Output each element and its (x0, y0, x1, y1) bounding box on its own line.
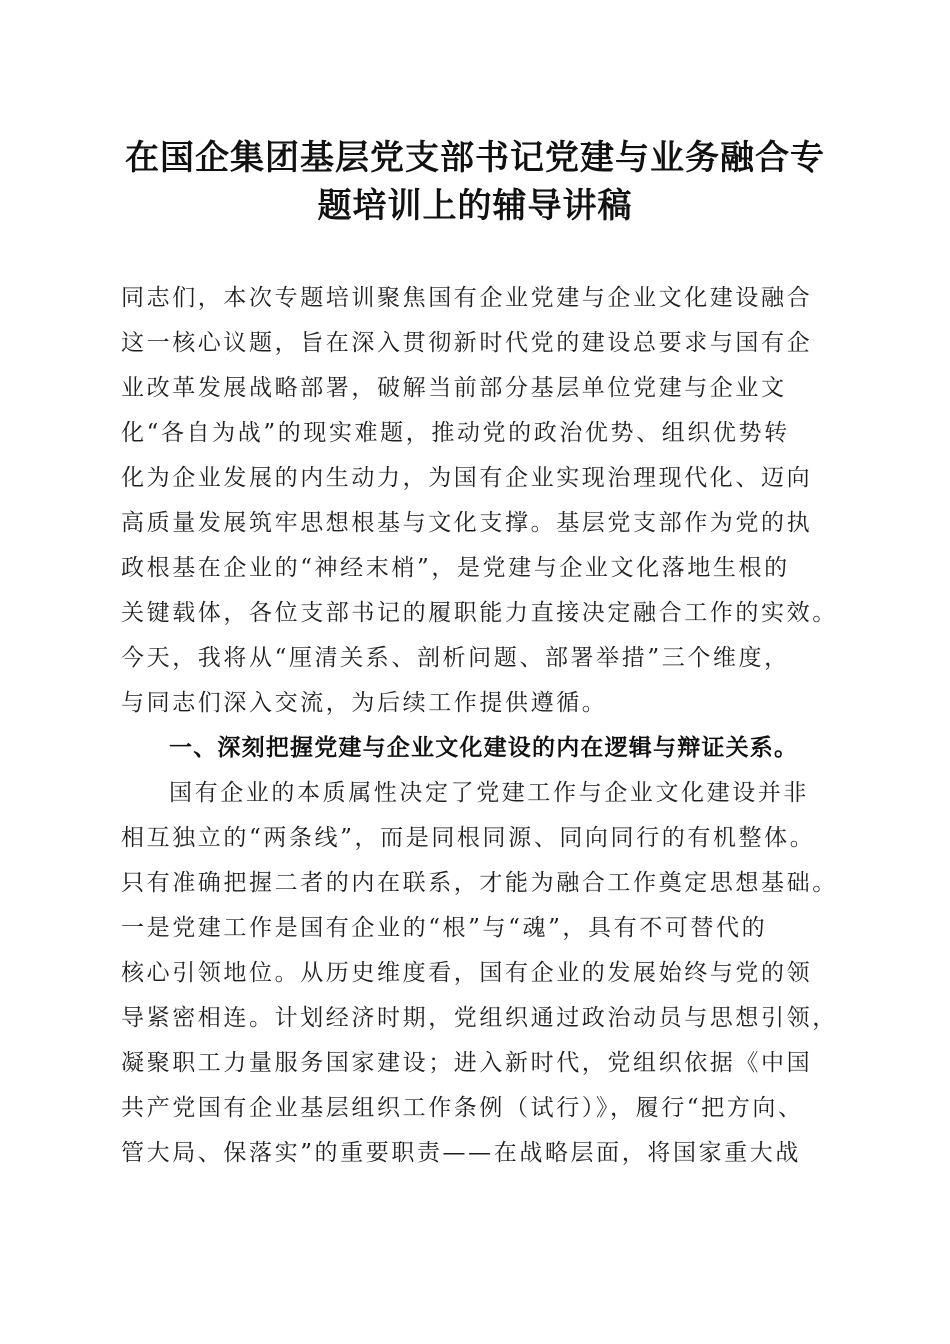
section-line: 导紧密相连。计划经济时期，党组织通过政治动员与思想引领， (121, 1005, 838, 1031)
document-body (121, 276, 838, 1176)
section-line: 核心引领地位。从历史维度看，国有企业的发展始终与党的领 (121, 960, 813, 986)
title-line-2: 题培训上的辅导讲稿 (317, 186, 633, 226)
section-line: 凝聚职工力量服务国家建设；进入新时代，党组织依据《中国 (121, 1050, 813, 1076)
intro-line: 业改革发展战略部署，破解当前部分基层单位党建与企业文 (121, 375, 787, 401)
intro-line: 今天，我将从“厘清关系、剖析问题、部署举措”三个维度， (121, 645, 790, 671)
intro-line: 关键载体，各位支部书记的履职能力直接决定融合工作的实效。 (121, 600, 838, 626)
intro-line: 政根基在企业的“神经末梢”，是党建与企业文化落地生根的 (121, 555, 790, 581)
section-heading: 一、深刻把握党建与企业文化建设的内在逻辑与辩证关系。 (169, 735, 799, 761)
intro-line: 同志们，本次专题培训聚焦国有企业党建与企业文化建设融合 (121, 285, 813, 311)
document-title (100, 134, 850, 230)
intro-line: 与同志们深入交流，为后续工作提供遵循。 (121, 690, 608, 716)
intro-line: 化为企业发展的内生动力，为国有企业实现治理现代化、迈向 (121, 465, 813, 491)
section-line: 共产党国有企业基层组织工作条例（试行）》，履行“把方向、 (121, 1095, 804, 1121)
section-line: 只有准确把握二者的内在联系，才能为融合工作奠定思想基础。 (121, 870, 838, 896)
intro-line: 高质量发展筑牢思想根基与文化支撑。基层党支部作为党的执 (121, 510, 813, 536)
section-line: 一是党建工作是国有企业的“根”与“魂”，具有不可替代的 (121, 915, 768, 941)
intro-line: 化“各自为战”的现实难题，推动党的政治优势、组织优势转 (121, 420, 790, 446)
intro-line: 这一核心议题，旨在深入贯彻新时代党的建设总要求与国有企 (121, 330, 813, 356)
title-line-1: 在国企集团基层党支部书记党建与业务融合专 (125, 138, 825, 178)
section-line: 相互独立的“两条线”，而是同根同源、同向同行的有机整体。 (121, 825, 816, 851)
section-line: 管大局、保落实”的重要职责——在战略层面，将国家重大战 (121, 1140, 801, 1166)
section-line: 国有企业的本质属性决定了党建工作与企业文化建设并非 (169, 780, 809, 806)
